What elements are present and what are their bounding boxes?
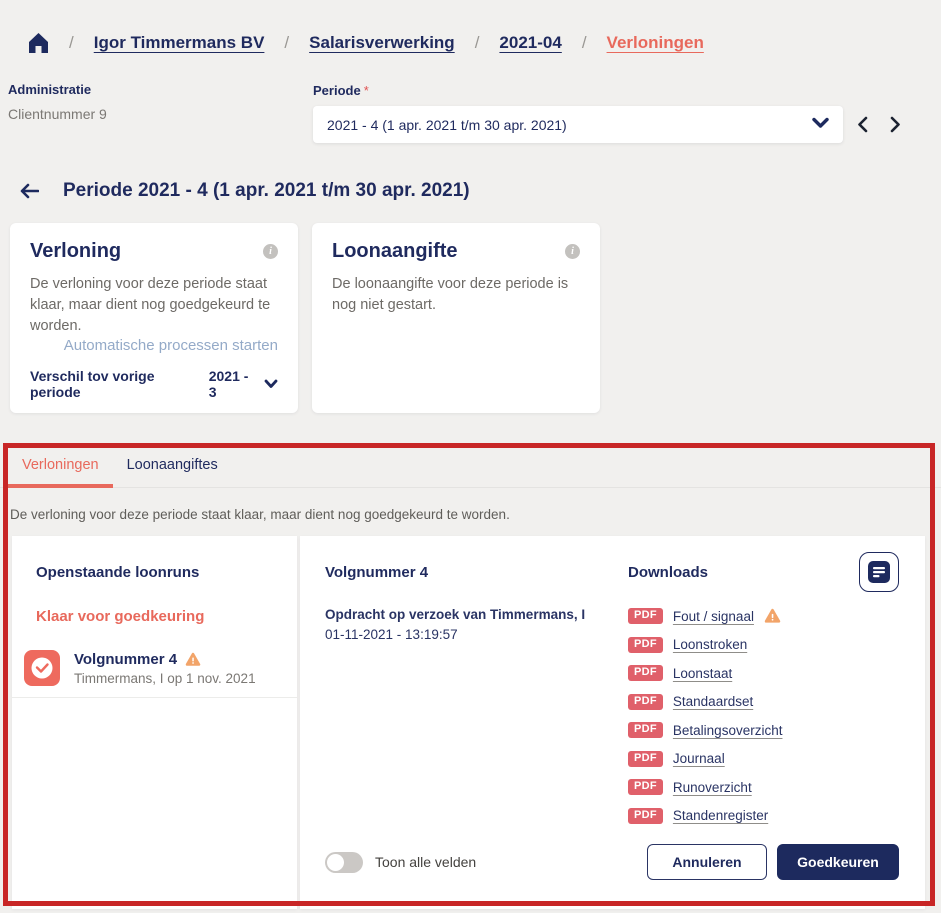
home-icon[interactable]	[28, 32, 49, 54]
chevron-down-icon[interactable]	[264, 379, 278, 389]
download-row	[628, 750, 899, 768]
status-cards	[10, 223, 941, 413]
download-row	[628, 721, 899, 739]
tab-loonaangiftes[interactable]: Loonaangiftes	[126, 457, 218, 473]
download-link-loonstroken[interactable]: Loonstroken	[672, 637, 748, 652]
warning-icon	[764, 608, 781, 624]
download-row	[628, 778, 899, 796]
tab-verloningen[interactable]: Verloningen	[8, 451, 113, 488]
info-icon[interactable]: i	[565, 244, 580, 259]
toggle-label: Toon alle velden	[375, 854, 477, 870]
breadcrumb-separator: /	[581, 33, 587, 52]
loonruns-heading: Openstaande loonruns	[36, 564, 200, 581]
download-link-standenregister[interactable]: Standenregister	[672, 808, 769, 823]
run-detail-title: Volgnummer 4	[325, 564, 429, 581]
loonaangifte-card	[312, 223, 600, 413]
report-icon[interactable]	[859, 552, 899, 592]
breadcrumb-item-period[interactable]: 2021-04	[499, 33, 562, 52]
run-detail-panel	[300, 536, 925, 909]
download-link-fout-signaal[interactable]: Fout / signaal	[672, 608, 754, 624]
loonaangifte-card-title: Loonaangifte	[332, 240, 458, 262]
download-row	[628, 693, 899, 711]
download-row	[628, 636, 899, 654]
breadcrumb-separator: /	[69, 33, 74, 52]
chevron-down-icon	[812, 116, 829, 134]
approve-button[interactable]: Goedkeuren	[777, 844, 899, 880]
pdf-badge: PDF	[628, 665, 663, 681]
loonruns-section	[0, 451, 941, 909]
auto-processes-link[interactable]: Automatische processen starten	[63, 337, 278, 355]
downloads-list	[628, 607, 899, 825]
loonrun-list-item[interactable]	[12, 639, 297, 698]
pdf-badge: PDF	[628, 808, 663, 824]
download-link-journaal[interactable]: Journaal	[672, 751, 725, 766]
periode-label: Periode	[313, 83, 361, 98]
client-number: Clientnummer 9	[8, 106, 107, 122]
toon-alle-velden-toggle[interactable]	[325, 852, 363, 873]
download-link-betalingsoverzicht[interactable]: Betalingsoverzicht	[672, 722, 783, 738]
download-link-loonstaat[interactable]: Loonstaat	[672, 665, 733, 681]
verloning-card-description: De verloning voor deze periode staat klaar, maar dient nog goedgekeurd te worden.	[30, 276, 271, 335]
tab-bar	[0, 451, 941, 488]
previous-period-button[interactable]	[857, 116, 868, 133]
pdf-badge: PDF	[628, 751, 663, 767]
download-row	[628, 664, 899, 682]
periode-select[interactable]	[313, 106, 843, 143]
download-link-standaardset[interactable]: Standaardset	[672, 694, 754, 709]
download-row	[628, 607, 899, 625]
downloads-heading: Downloads	[628, 563, 709, 581]
info-icon[interactable]: i	[263, 244, 278, 259]
run-request-line: Opdracht op verzoek van Timmermans, I	[325, 607, 586, 622]
download-link-runoverzicht[interactable]: Runoverzicht	[672, 779, 752, 795]
breadcrumb-separator: /	[474, 33, 480, 52]
pdf-badge: PDF	[628, 779, 663, 795]
run-item-subtitle: Timmermans, I op 1 nov. 2021	[74, 670, 256, 686]
page-title: Periode 2021 - 4 (1 apr. 2021 t/m 30 apr. 2021)	[63, 180, 470, 201]
back-arrow-icon[interactable]	[20, 183, 39, 199]
tab-description: De verloning voor deze periode staat klaar, maar dient nog goedgekeurd te worden.	[10, 507, 510, 522]
required-asterisk: *	[363, 83, 369, 98]
verloning-card	[10, 223, 298, 413]
diff-period-value: 2021 - 3	[208, 368, 249, 401]
run-item-title: Volgnummer 4	[74, 650, 178, 668]
breadcrumb-item-company[interactable]: Igor Timmermans BV	[93, 33, 265, 52]
loonruns-group-label: Klaar voor goedkeuring	[36, 608, 205, 625]
cancel-button[interactable]: Annuleren	[647, 844, 767, 880]
next-period-button[interactable]	[890, 116, 901, 133]
breadcrumb-item-verloningen[interactable]: Verloningen	[606, 33, 704, 52]
run-timestamp: 01-11-2021 - 13:19:57	[325, 627, 458, 642]
admin-bar	[0, 66, 941, 143]
breadcrumb-item-salarisverwerking[interactable]: Salarisverwerking	[309, 33, 455, 52]
administratie-label: Administratie	[8, 82, 92, 97]
breadcrumb-separator: /	[284, 33, 290, 52]
pdf-badge: PDF	[628, 722, 663, 738]
pdf-badge: PDF	[628, 694, 663, 710]
download-row	[628, 807, 899, 825]
diff-label: Verschil tov vorige periode	[30, 368, 155, 401]
run-check-icon	[24, 650, 60, 686]
pdf-badge: PDF	[628, 608, 663, 624]
breadcrumb	[0, 0, 941, 66]
pdf-badge: PDF	[628, 637, 663, 653]
periode-select-value: 2021 - 4 (1 apr. 2021 t/m 30 apr. 2021)	[327, 116, 567, 133]
open-loonruns-panel	[12, 536, 297, 909]
page-heading-row	[20, 177, 941, 205]
loonaangifte-card-description: De loonaangifte voor deze periode is nog niet gestart.	[332, 276, 569, 314]
warning-icon	[185, 652, 201, 667]
verloning-card-title: Verloning	[30, 240, 122, 262]
